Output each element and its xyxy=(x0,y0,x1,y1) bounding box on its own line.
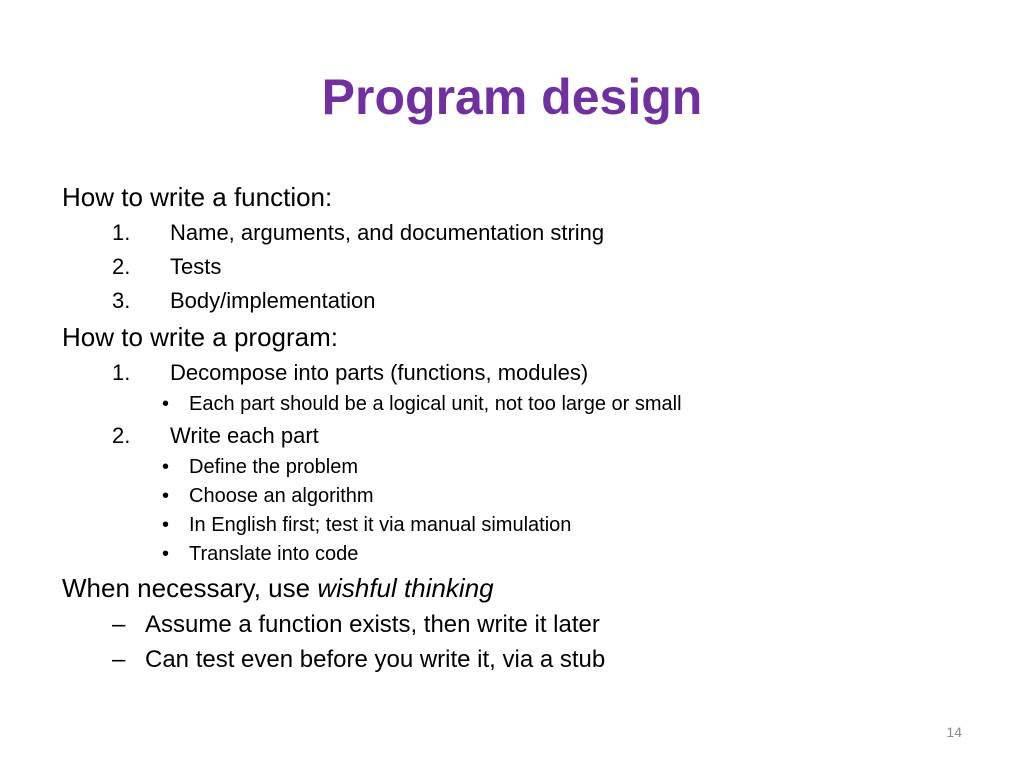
dash-marker: – xyxy=(112,611,126,638)
numbered-item xyxy=(62,284,982,318)
item-number: 3. xyxy=(112,288,131,313)
dash-text: Assume a function exists, then write it later xyxy=(145,611,600,638)
numbered-item xyxy=(62,216,982,250)
dash-item xyxy=(62,642,982,677)
bullet-icon: • xyxy=(162,456,170,478)
item-text: Name, arguments, and documentation string xyxy=(170,220,605,245)
heading-italic-text: wishful thinking xyxy=(317,573,494,603)
bullet-icon: • xyxy=(162,543,170,565)
numbered-item xyxy=(62,356,982,390)
bullet-icon: • xyxy=(162,485,170,507)
slide-body xyxy=(62,178,982,677)
bullet-icon: • xyxy=(162,393,170,415)
bullet-item xyxy=(62,390,982,419)
item-text: Tests xyxy=(170,254,222,279)
dash-text: Can test even before you write it, via a stub xyxy=(145,646,606,673)
page-number: 14 xyxy=(946,724,962,740)
item-number: 1. xyxy=(112,360,131,385)
bullet-text: Define the problem xyxy=(189,456,358,478)
bullet-text: Choose an algorithm xyxy=(189,485,374,507)
dash-item xyxy=(62,607,982,642)
item-number: 2. xyxy=(112,423,131,448)
section-heading xyxy=(62,569,982,607)
numbered-item xyxy=(62,419,982,453)
item-number: 1. xyxy=(112,220,131,245)
slide-title: Program design xyxy=(321,69,703,125)
bullet-text: Each part should be a logical unit, not too large or small xyxy=(189,393,682,415)
section-heading: How to write a function: xyxy=(62,182,333,212)
numbered-item xyxy=(62,250,982,284)
item-text: Write each part xyxy=(170,423,319,448)
section-heading: How to write a program: xyxy=(62,322,338,352)
item-text: Decompose into parts (functions, modules) xyxy=(170,360,589,385)
bullet-item xyxy=(62,453,982,482)
item-number: 2. xyxy=(112,254,131,279)
bullet-item xyxy=(62,482,982,511)
bullet-text: In English first; test it via manual simulation xyxy=(189,514,572,536)
heading-plain-text: When necessary, use xyxy=(62,573,318,603)
bullet-icon: • xyxy=(162,514,170,536)
item-text: Body/implementation xyxy=(170,288,376,313)
bullet-text: Translate into code xyxy=(189,543,359,565)
bullet-item xyxy=(62,511,982,540)
bullet-item xyxy=(62,540,982,569)
dash-marker: – xyxy=(112,646,126,673)
